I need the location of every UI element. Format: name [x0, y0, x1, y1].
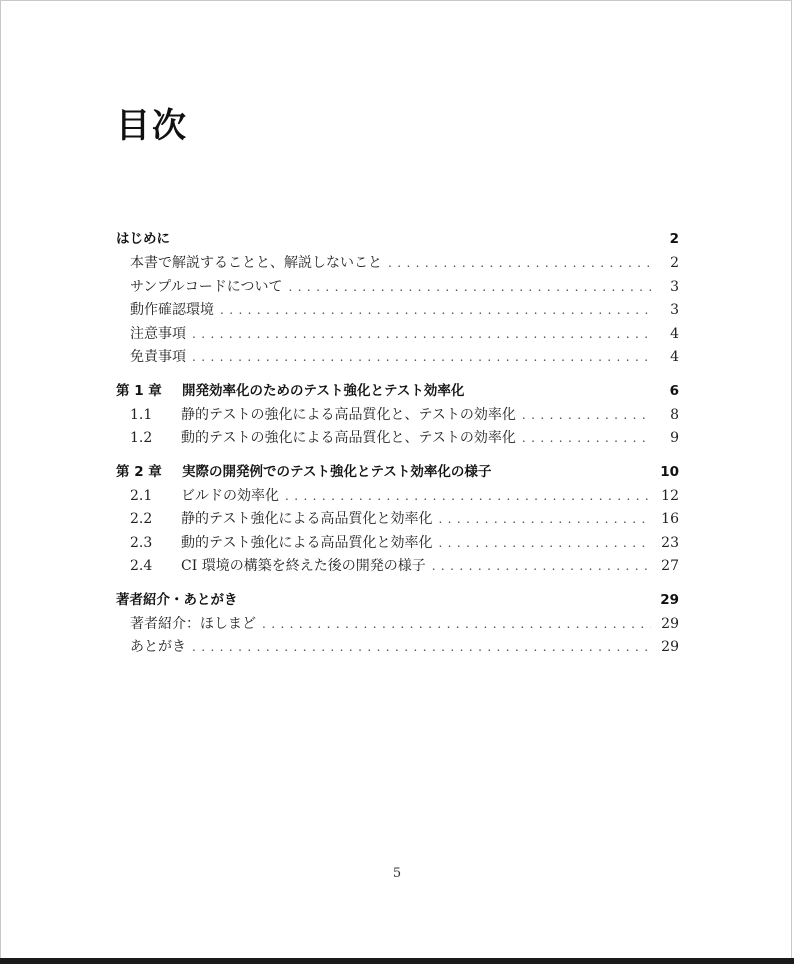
toc-section-introduction — [116, 226, 679, 370]
toc-entry-title: 本書で解説することと、解説しないこと — [130, 255, 382, 271]
toc-entry-row[interactable] — [116, 427, 679, 451]
dot-leader — [285, 485, 651, 509]
toc-entry-number: 2.4 — [130, 558, 153, 574]
toc-entry-row[interactable] — [116, 299, 679, 323]
toc-chapter-number: 第 2 章 — [116, 463, 162, 480]
dot-leader — [220, 299, 651, 323]
dot-leader — [438, 532, 651, 556]
toc-entry-title: 静的テスト強化による高品質化と効率化 — [181, 511, 433, 527]
toc-section-chapter-1 — [116, 378, 679, 451]
dot-leader — [192, 323, 651, 347]
toc-entry-page: 27 — [661, 558, 679, 574]
toc-entry-page: 2 — [670, 255, 679, 271]
dot-leader — [288, 276, 651, 300]
dot-leader — [192, 636, 651, 660]
toc-entry-page: 29 — [661, 615, 679, 632]
toc-entry-page: 23 — [661, 534, 679, 551]
toc-entry-page: 3 — [670, 302, 679, 318]
toc-entry-page: 12 — [661, 487, 679, 504]
toc-entry-row[interactable] — [116, 323, 679, 347]
toc-entry-title: ビルドの効率化 — [181, 487, 279, 504]
toc-chapter-page: 2 — [669, 231, 679, 247]
page-number: 5 — [392, 866, 402, 881]
toc-chapter-row[interactable] — [116, 378, 679, 404]
toc-entry-page: 3 — [670, 278, 679, 295]
toc-section-chapter-2 — [116, 459, 679, 579]
toc-entry-title: サンプルコードについて — [130, 278, 283, 295]
toc-chapter-row[interactable] — [116, 226, 679, 252]
toc-entry-title: 注意事項 — [130, 325, 186, 342]
toc-entry-row[interactable] — [116, 532, 679, 556]
toc-entry-row[interactable] — [116, 508, 679, 532]
toc-chapter-page: 10 — [660, 463, 679, 480]
toc-entry-number: 2.2 — [130, 511, 153, 527]
bottom-border — [0, 958, 794, 964]
dot-leader — [438, 508, 651, 532]
toc-entry-title: 著者紹介：ほしまど — [130, 615, 256, 632]
dot-leader — [432, 555, 651, 579]
dot-leader — [192, 346, 651, 370]
toc-entry-row[interactable] — [116, 636, 679, 660]
toc-entry-page: 16 — [661, 511, 679, 527]
toc-section-author-afterword — [116, 587, 679, 660]
toc-entry-title: CI 環境の構築を終えた後の開発の様子 — [181, 558, 426, 574]
toc-entry-title: 動的テスト強化による高品質化と効率化 — [181, 534, 433, 551]
toc-entry-row[interactable] — [116, 346, 679, 370]
toc-entry-row[interactable] — [116, 485, 679, 509]
toc-entry-number: 1.1 — [130, 406, 153, 423]
table-of-contents — [116, 226, 679, 668]
toc-entry-page: 29 — [661, 639, 679, 655]
toc-entry-row[interactable] — [116, 404, 679, 428]
dot-leader — [388, 252, 651, 276]
toc-chapter-title: 開発効率化のためのテスト強化とテスト効率化 — [182, 382, 465, 399]
toc-entry-number: 1.2 — [130, 430, 153, 446]
toc-chapter-title: 実際の開発例でのテスト強化とテスト効率化の様子 — [182, 463, 492, 480]
dot-leader — [522, 427, 651, 451]
toc-entry-number: 2.3 — [130, 534, 153, 551]
dot-leader — [262, 613, 651, 637]
toc-entry-row[interactable] — [116, 252, 679, 276]
toc-entry-title: 免責事項 — [130, 349, 186, 365]
toc-entry-row[interactable] — [116, 276, 679, 300]
toc-entry-title: 動的テストの強化による高品質化と、テストの効率化 — [181, 430, 516, 446]
toc-entry-title: 静的テストの強化による高品質化と、テストの効率化 — [181, 406, 516, 423]
toc-entry-row[interactable] — [116, 613, 679, 637]
toc-entry-page: 4 — [670, 349, 679, 365]
toc-entry-page: 4 — [670, 325, 679, 342]
toc-entry-number: 2.1 — [130, 487, 153, 504]
toc-entry-page: 8 — [670, 406, 679, 423]
toc-chapter-title: 著者紹介・あとがき — [116, 591, 238, 608]
toc-entry-title: 動作確認環境 — [130, 302, 214, 318]
toc-chapter-row[interactable] — [116, 587, 679, 613]
toc-entry-row[interactable] — [116, 555, 679, 579]
toc-chapter-title: はじめに — [116, 231, 170, 247]
dot-leader — [522, 404, 651, 428]
toc-entry-page: 9 — [670, 430, 679, 446]
toc-chapter-page: 6 — [669, 382, 679, 399]
page-title: 目次 — [116, 106, 188, 146]
toc-chapter-page: 29 — [660, 591, 679, 608]
toc-chapter-row[interactable] — [116, 459, 679, 485]
toc-entry-title: あとがき — [130, 639, 186, 655]
toc-chapter-number: 第 1 章 — [116, 382, 162, 399]
